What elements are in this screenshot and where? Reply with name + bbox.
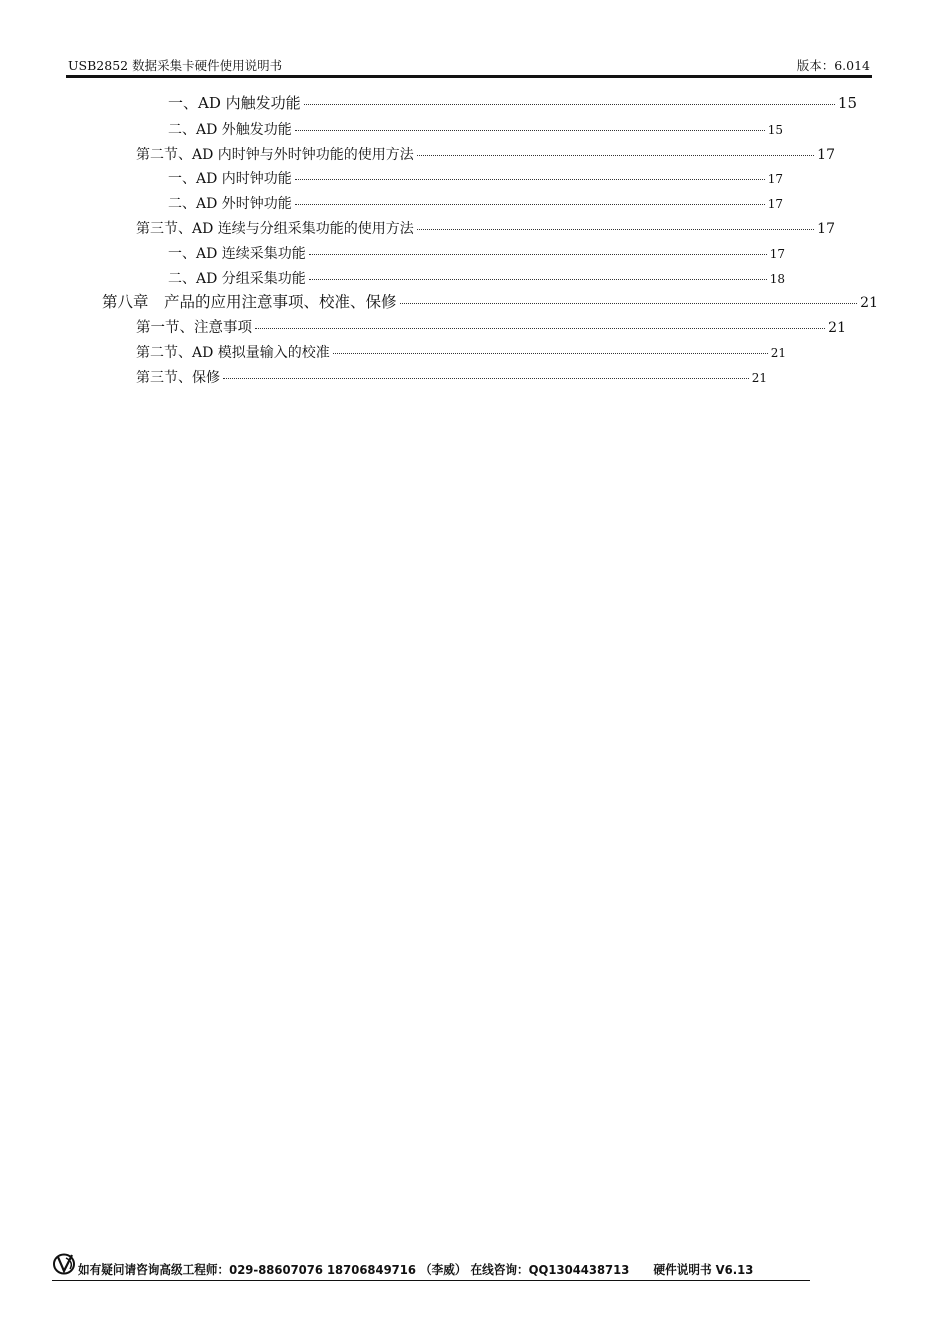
toc-entry[interactable]	[168, 268, 785, 288]
toc-entry-title: 第三节、AD 连续与分组采集功能的使用方法	[136, 221, 414, 237]
company-logo-icon	[52, 1252, 78, 1276]
table-of-contents	[0, 0, 950, 400]
toc-entry-page: 17	[817, 147, 835, 163]
header-version: 版本：6.014	[796, 58, 870, 73]
toc-entry-title: 一、AD 内触发功能	[168, 94, 301, 112]
page-footer	[52, 1250, 810, 1281]
toc-leader	[295, 179, 765, 180]
toc-leader	[417, 155, 814, 156]
toc-entry-title: 第三节、保修	[136, 370, 220, 386]
toc-leader	[417, 229, 814, 230]
toc-entry-page: 21	[751, 371, 767, 385]
toc-entry-page: 15	[837, 94, 857, 112]
toc-leader	[304, 104, 835, 105]
toc-leader	[309, 279, 767, 280]
toc-entry-page: 21	[770, 346, 786, 360]
toc-entry[interactable]	[136, 218, 835, 238]
header-document-title: USB2852 数据采集卡硬件使用说明书	[68, 58, 283, 73]
toc-entry-page: 17	[769, 247, 785, 261]
toc-entry[interactable]	[102, 290, 878, 312]
toc-entry-page: 17	[767, 197, 783, 211]
toc-entry-title: 一、AD 内时钟功能	[168, 171, 292, 187]
toc-entry-title: 二、AD 外触发功能	[168, 122, 292, 138]
toc-entry-page: 18	[769, 272, 785, 286]
toc-entry-page: 17	[767, 172, 783, 186]
toc-entry-title: 第一节、注意事项	[136, 320, 252, 336]
toc-entry-page: 17	[817, 221, 835, 237]
toc-entry-page: 21	[828, 320, 846, 336]
toc-entry[interactable]	[168, 243, 785, 263]
footer-contact: 如有疑问请咨询高级工程师：029-88607076 18706849716 （李威） 在线咨询：QQ1304438713	[78, 1262, 630, 1277]
toc-entry-title: 第二节、AD 模拟量输入的校准	[136, 345, 330, 361]
toc-leader	[223, 378, 749, 379]
toc-entry-title: 二、AD 外时钟功能	[168, 196, 292, 212]
toc-entry[interactable]	[168, 193, 783, 213]
toc-leader	[333, 353, 768, 354]
toc-leader	[400, 303, 858, 304]
toc-entry[interactable]	[136, 316, 846, 337]
toc-entry-title: 二、AD 分组采集功能	[168, 271, 306, 287]
footer-manual-version: 硬件说明书 V6.13	[653, 1262, 754, 1277]
toc-entry-title: 第八章 产品的应用注意事项、校准、保修	[102, 293, 397, 311]
toc-leader	[295, 204, 765, 205]
toc-entry-page: 15	[767, 123, 783, 137]
toc-entry[interactable]	[168, 119, 783, 139]
toc-entry[interactable]	[136, 367, 767, 387]
toc-entry-page: 21	[860, 295, 878, 311]
toc-entry[interactable]	[168, 168, 783, 188]
toc-entry[interactable]	[136, 342, 786, 362]
toc-entry-title: 第二节、AD 内时钟与外时钟功能的使用方法	[136, 147, 414, 163]
toc-entry[interactable]	[168, 92, 857, 113]
toc-leader	[295, 130, 765, 131]
toc-leader	[255, 328, 825, 329]
footer-text	[78, 1260, 753, 1278]
toc-entry[interactable]	[136, 144, 835, 164]
toc-entry-title: 一、AD 连续采集功能	[168, 246, 306, 262]
toc-leader	[309, 254, 767, 255]
